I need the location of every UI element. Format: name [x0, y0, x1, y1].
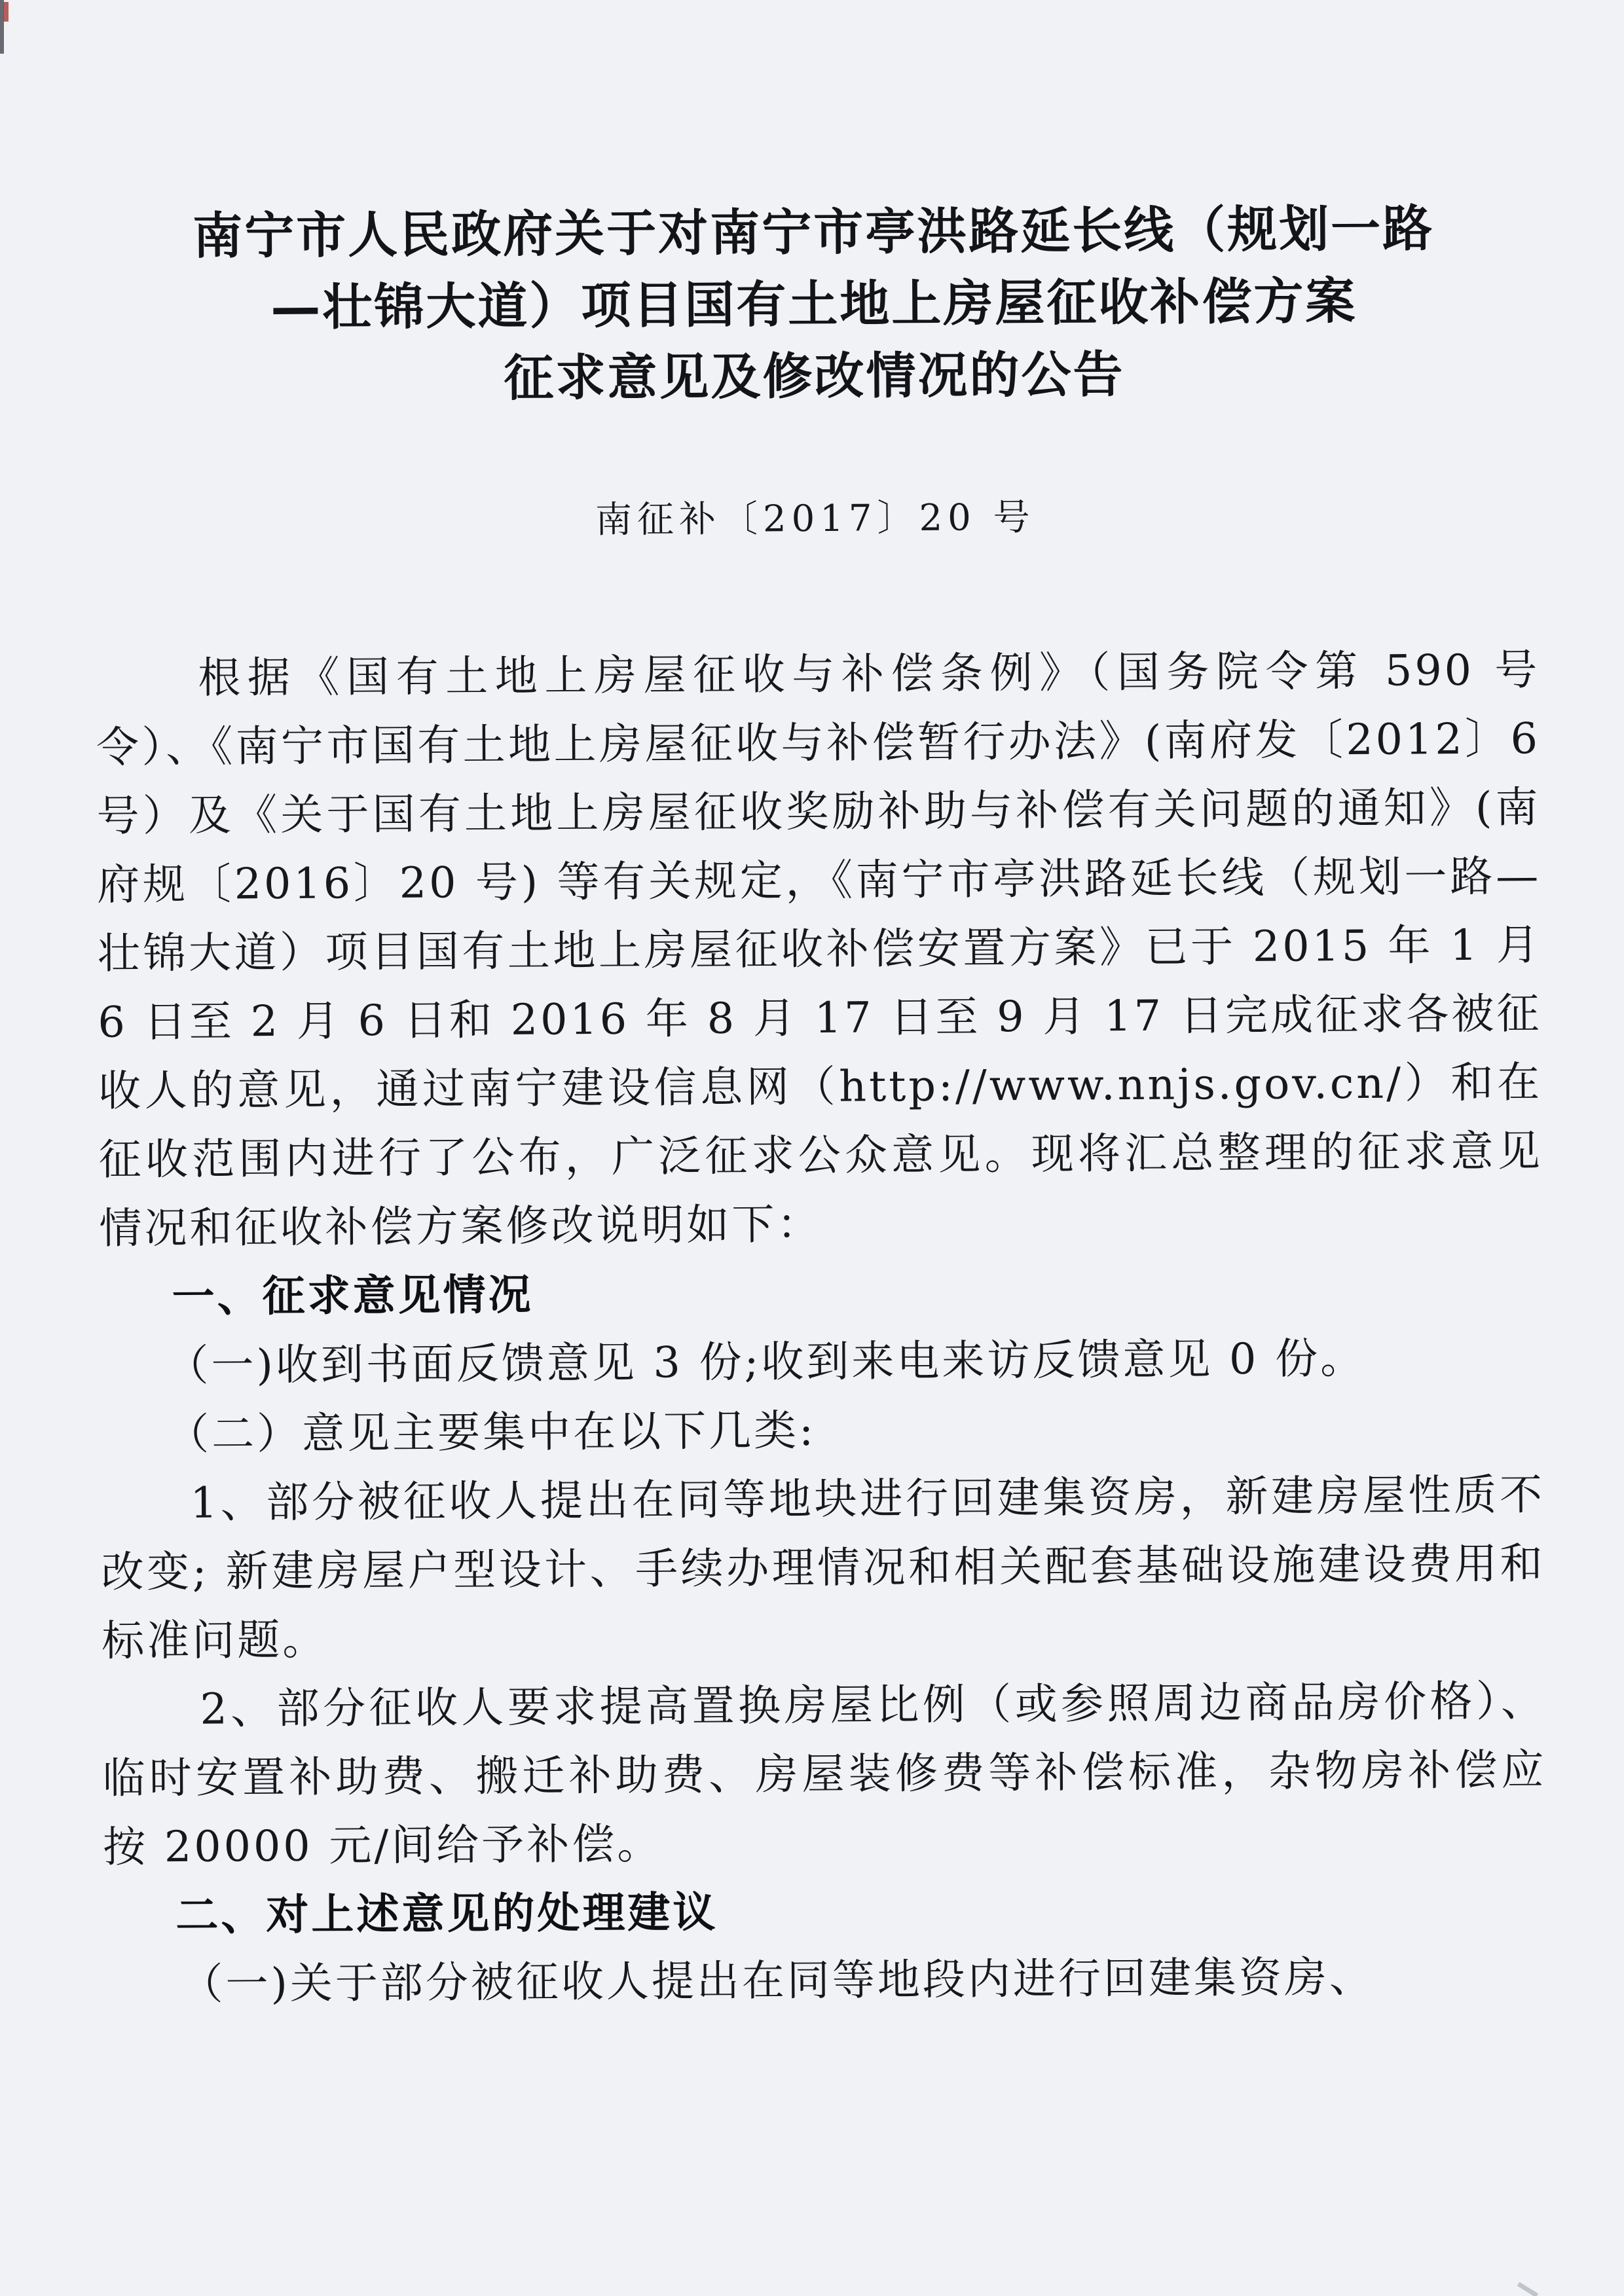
- paragraph-1-1: （一)收到书面反馈意见 3 份;收到来电来访反馈意见 0 份。: [166, 1334, 1366, 1391]
- heading-section-2: 二、对上述意见的处理建议: [175, 1887, 718, 1941]
- title-line-3: 征求意见及修改情况的公告: [504, 345, 1125, 407]
- document-number: 南征补〔2017〕20 号: [595, 496, 1035, 542]
- paragraph-1-2: （二）意见主要集中在以下几类:: [166, 1406, 817, 1460]
- document-body: [96, 636, 1548, 2019]
- paragraph-2-1: （一)关于部分被征收人提出在同等地段内进行回建集资房、: [180, 1952, 1375, 2009]
- heading-section-1: 一、征求意见情况: [172, 1270, 534, 1322]
- document-title: [172, 192, 1456, 416]
- paragraph-1-2-item-1: 1、部分被征收人提出在同等地块进行回建集资房，新建房屋性质不改变; 新建房屋户型设计、手续办理情况和相关配套基础设施建设费用和标准问题。: [101, 1470, 1545, 1666]
- title-line-1: 南宁市人民政府关于对南宁市亭洪路延长线（规划一路: [192, 199, 1435, 265]
- paragraph-intro: 根据《国有土地上房屋征收与补偿条例》（国务院令第 590 号令）、《南宁市国有土地上房屋征收与补偿暂行办法》(南府发〔2012〕6 号）及《关于国有土地上房屋征收奖励补助与补偿有关问题的通知》(南府规〔2016〕20 号) 等有关规定，《南宁市亭洪路延长线（规划一路—壮锦大道）项目国有土地上房屋征收补偿安置方案》已于 2015 年 1 月 6 日至 2 月 6 日和 2016 年 8 月 17 日至 9 月 17 日完成征求各被征收人的意见，通过南宁建设信息网（http://www.nnjs.gov.cn/）和在征收范围内进行了公布，广泛征求公众意见。现将汇总整理的征求意见情况和征收补偿方案修改说明如下：: [96, 646, 1543, 1254]
- scan-artifact-speck: [1517, 2282, 1539, 2296]
- paragraph-1-2-item-2: 2、部分征收人要求提高置换房屋比例（或参照周边商品房价格）、临时安置补助费、搬迁补助费、房屋装修费等补偿标准，杂物房补偿应按 20000 元/间给予补偿。: [102, 1677, 1547, 1872]
- title-line-2: —壮锦大道）项目国有土地上房屋征收补偿方案: [270, 271, 1357, 337]
